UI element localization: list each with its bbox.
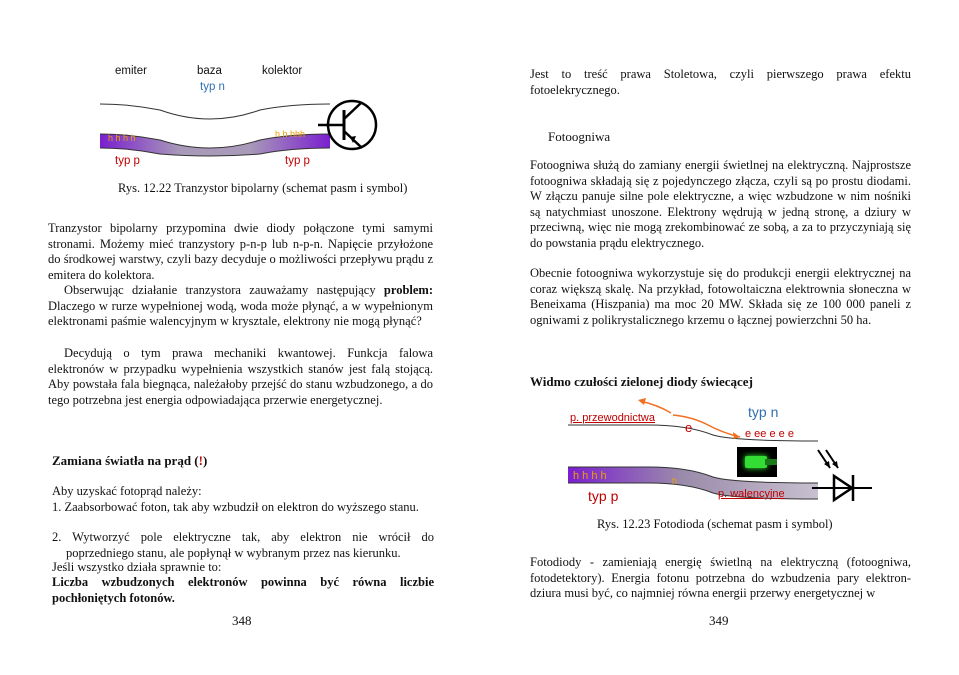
led-photo xyxy=(737,447,777,477)
paragraph-problem xyxy=(48,283,433,330)
paragraph-transistor: Tranzystor bipolarny przypomina dwie diody połączone tymi samymi stronami. Możemy mieć tranzystory p-n-p lub n-p-n. Napięcie przyłożone do środkowej warstwy, czyli bazy decyduje o możliwości przepływu prądu z emitera do kolektora. xyxy=(48,221,433,282)
stoletov-law-text: Jest to treść prawa Stoletowa, czyli pierwszego prawa efektu fotoelekrycznego. xyxy=(530,67,911,97)
label-electron: e xyxy=(685,420,693,435)
heading-text: Zamiana światła na prąd ( xyxy=(52,453,199,468)
paragraph-power-plant: Obecnie fotoogniwa wykorzystuje się do produkcji energii elektrycznej na coraz większą skalę. Na przykład, fotowoltaiczna elektrownia słoneczna w Beneixama (Hiszpania) ma moc 20 MW. Składa się ze 100 000 paneli z ogniwami z polikrystalicznego krzemu o łącznej powierzchni 50 ha. xyxy=(530,266,911,327)
label-conduction-band: p. przewodnictwa xyxy=(570,412,655,424)
problem-text-start: Obserwując działanie tranzystora zauważamy następujący xyxy=(64,283,384,297)
paragraph-quantum: Decydują o tym prawa mechaniki kwantowej. Funkcja falowa elektronów w przypadku wypełnienia wszystkich stanów jest falą stojącą. Aby powstała fala biegnąca, należałoby przejść do stanu wzbudzonego, a do tego potrzebna jest energia odpowiadająca przerwie energetycznej. xyxy=(48,346,433,407)
electrons-row: e ee e e e xyxy=(745,428,794,440)
label-typ-p-right-page: typ p xyxy=(588,488,619,504)
list-item-2: 2. Wytworzyć pole elektryczne tak, aby elektron nie wrócił do poprzedniego stanu, ale popłynął w wybranym przez nas kierunku. xyxy=(52,530,434,560)
label-typ-n-right: typ n xyxy=(748,404,779,420)
transistor-symbol-icon xyxy=(318,94,380,156)
holes-row: h h h h xyxy=(573,470,607,482)
label-typ-p-left: typ p xyxy=(115,155,140,167)
heading-close: ) xyxy=(202,453,208,468)
label-baza: baza xyxy=(197,65,222,77)
list-item-1: 1. Zaabsorbować foton, tak aby wzbudził on elektron do wyższego stanu. xyxy=(52,500,419,514)
heading-light-to-current xyxy=(52,453,207,469)
heading-photocells: Fotoogniwa xyxy=(548,129,611,144)
if-all-works-text: Jeśli wszystko działa sprawnie to: xyxy=(52,560,222,574)
label-valence-band: p. walencyjne xyxy=(718,488,785,500)
holes-left: h h h h xyxy=(108,133,136,143)
label-typ-p-right: typ p xyxy=(285,155,310,167)
band-diagram xyxy=(100,98,330,158)
problem-text-rest: Dlaczego w rurze wypełnionej wodą, woda może płynąć, a w wypełnionym elektronami paśmie walencyjnym w krysztale, elektrony nie mogą płynąć? xyxy=(48,298,433,329)
photocurrent-intro: Aby uzyskać fotoprąd należy: xyxy=(52,484,202,498)
paragraph-photodiodes: Fotodiody - zamieniają energię świetlną na elektryczną (fotoogniwa, fotodetektory). Energia fotonu potrzebna do wzbudzenia pary elektron-dziura musi być, co najmniej równa energii przerwy energetycznej w xyxy=(530,555,911,601)
conclusion-text: Liczba wzbudzonych elektronów powinna być równa liczbie pochłoniętych fotonów. xyxy=(52,575,434,605)
page-number-left: 348 xyxy=(232,613,252,628)
holes-right: h h hhh xyxy=(275,129,306,139)
label-emiter: emiter xyxy=(115,65,147,77)
page-number-right: 349 xyxy=(709,613,729,628)
label-typ-n: typ n xyxy=(200,81,225,93)
problem-keyword: problem: xyxy=(383,283,433,297)
led-body xyxy=(765,459,777,465)
led-glow xyxy=(745,456,767,468)
figure-caption-right: Rys. 12.23 Fotodioda (schemat pasm i symbol) xyxy=(597,517,833,531)
photodiode-symbol-icon xyxy=(812,448,872,508)
heading-exclamation: ! xyxy=(198,453,203,468)
hole-moving: h xyxy=(672,476,678,486)
figure-caption-left: Rys. 12.22 Tranzystor bipolarny (schemat pasm i symbol) xyxy=(118,181,408,195)
paragraph-photocells: Fotoogniwa służą do zamiany energii świetlnej na elektryczną. Najprostsze fotoogniwa składają się z pojedynczego złącza, czyli są po prostu diodami. W złączu panuje silne pole elektryczne, a więc wzbudzone w nim nośniki są natychmiast unoszone. Elektrony wędrują w jedną stronę, a dziury w przeciwną, więc nie mogą zrekombinować ze sobą, a za to przyczyniają się do powstania prądu elektrycznego. xyxy=(530,158,911,250)
label-kolektor: kolektor xyxy=(262,65,303,77)
heading-led-spectrum: Widmo czułości zielonej diody świecącej xyxy=(530,374,753,389)
